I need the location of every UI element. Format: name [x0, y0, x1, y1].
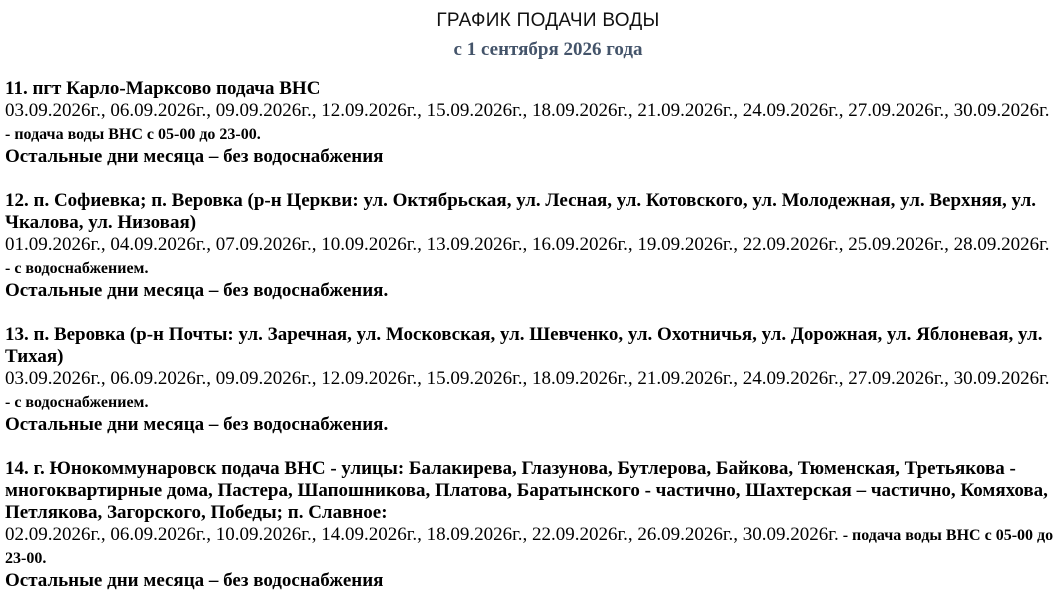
block-dates-line [5, 234, 1057, 280]
block-heading: 13. п. Веровка (р-н Почты: ул. Заречная, ул. Московская, ул. Шевченко, ул. Охотничья, ул. Дорожная, ул. Яблоневая, ул. Тихая) [5, 324, 1043, 367]
block-dates: 02.09.2026г., 06.09.2026г., 10.09.2026г., 14.09.2026г., 18.09.2026г., 22.09.2026г., 26.09.2026г., 30.09.2026г. [5, 524, 839, 545]
schedule-content [5, 78, 1057, 614]
block-dates: 03.09.2026г., 06.09.2026г., 09.09.2026г., 12.09.2026г., 15.09.2026г., 18.09.2026г., 21.09.2026г., 24.09.2026г., 27.09.2026г., 30.09.2026г. [5, 368, 1050, 389]
block-dates: 03.09.2026г., 06.09.2026г., 09.09.2026г., 12.09.2026г., 15.09.2026г., 18.09.2026г., 21.09.2026г., 24.09.2026г., 27.09.2026г., 30.09.2026г. [5, 100, 1050, 121]
schedule-block-13 [5, 324, 1057, 436]
block-heading: 12. п. Софиевка; п. Веровка (р-н Церкви: ул. Октябрьская, ул. Лесная, ул. Котовского, ул. Молодежная, ул. Верхняя, ул. Чкалова, ул. Низовая) [5, 190, 1036, 233]
block-footer: Остальные дни месяца – без водоснабжения [5, 570, 384, 591]
schedule-block-11 [5, 78, 1057, 168]
block-heading: 11. пгт Карло-Марксово подача ВНС [5, 78, 321, 99]
block-note: - с водоснабжением. [5, 394, 149, 411]
schedule-block-14 [5, 458, 1057, 592]
page-title: ГРАФИК ПОДАЧИ ВОДЫ [436, 10, 660, 31]
block-dates-line [5, 368, 1057, 414]
block-dates-line [5, 100, 1057, 146]
block-heading: 14. г. Юнокоммунаровск подача ВНС - улицы: Балакирева, Глазунова, Бутлерова, Байкова, Тюменская, Третьякова - многоквартирные дома, Пастера, Шапошникова, Платова, Баратынского - частично, Шахтерская – частично, Комяхова, Петлякова, Загорского, Победы; п. Славное: [5, 458, 1048, 523]
block-footer: Остальные дни месяца – без водоснабжения [5, 146, 384, 167]
schedule-block-12 [5, 190, 1057, 302]
block-dates-line [5, 524, 1057, 570]
block-note: - подача воды ВНС с 05-00 до 23-00. [5, 527, 1054, 567]
block-dates: 01.09.2026г., 04.09.2026г., 07.09.2026г., 10.09.2026г., 13.09.2026г., 16.09.2026г., 19.09.2026г., 22.09.2026г., 25.09.2026г., 28.09.2026г. [5, 234, 1050, 255]
page-subtitle: с 1 сентября 2026 года [453, 39, 643, 60]
block-footer: Остальные дни месяца – без водоснабжения. [5, 414, 389, 435]
block-note: - подача воды ВНС с 05-00 до 23-00. [5, 126, 261, 143]
block-note: - с водоснабжением. [5, 260, 149, 277]
block-footer: Остальные дни месяца – без водоснабжения. [5, 280, 389, 301]
